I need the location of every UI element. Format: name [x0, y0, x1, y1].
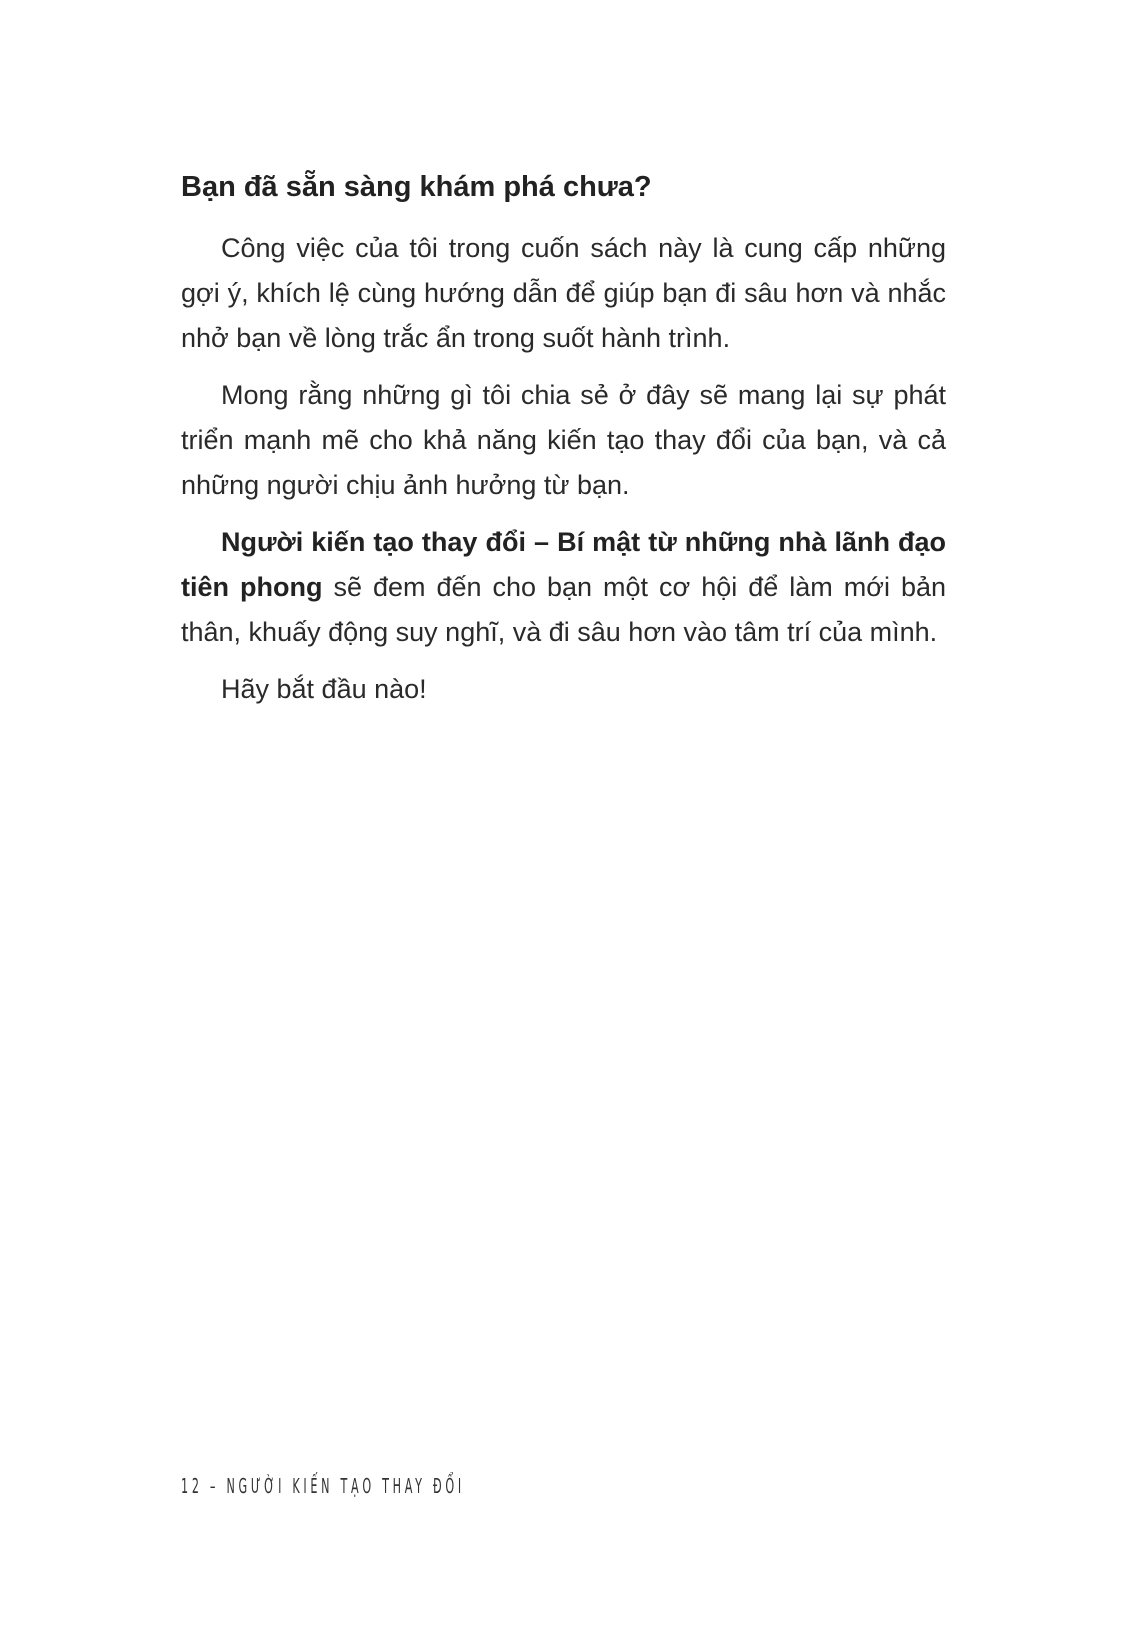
- book-title-bold: Người kiến tạo thay đổi – Bí mật từ những nhà lãnh đạo tiên phong: [181, 527, 946, 602]
- footer-book-title: NGƯỜI KIẾN TẠO THAY ĐỔI: [226, 1474, 465, 1498]
- paragraph-2: Mong rằng những gì tôi chia sẻ ở đây sẽ mang lại sự phát triển mạnh mẽ cho khả năng kiến tạo thay đổi của bạn, và cả những người chịu ảnh hưởng từ bạn.: [181, 380, 946, 500]
- paragraph-3: [181, 520, 946, 655]
- section-heading: Bạn đã sẵn sàng khám phá chưa?: [181, 171, 652, 203]
- paragraph-1: Công việc của tôi trong cuốn sách này là cung cấp những gợi ý, khích lệ cùng hướng dẫn để giúp bạn đi sâu hơn và nhắc nhở bạn về lòng trắc ẩn trong suốt hành trình.: [181, 233, 946, 353]
- page-content: [181, 160, 946, 724]
- paragraph-3-rest: sẽ đem đến cho bạn một cơ hội để làm mới bản thân, khuấy động suy nghĩ, và đi sâu hơn vào tâm trí của mình.: [181, 572, 946, 647]
- paragraph-4: Hãy bắt đầu nào!: [221, 674, 427, 704]
- footer-separator: –: [202, 1474, 227, 1498]
- page-number: 12: [181, 1474, 203, 1498]
- running-footer: [181, 1474, 465, 1504]
